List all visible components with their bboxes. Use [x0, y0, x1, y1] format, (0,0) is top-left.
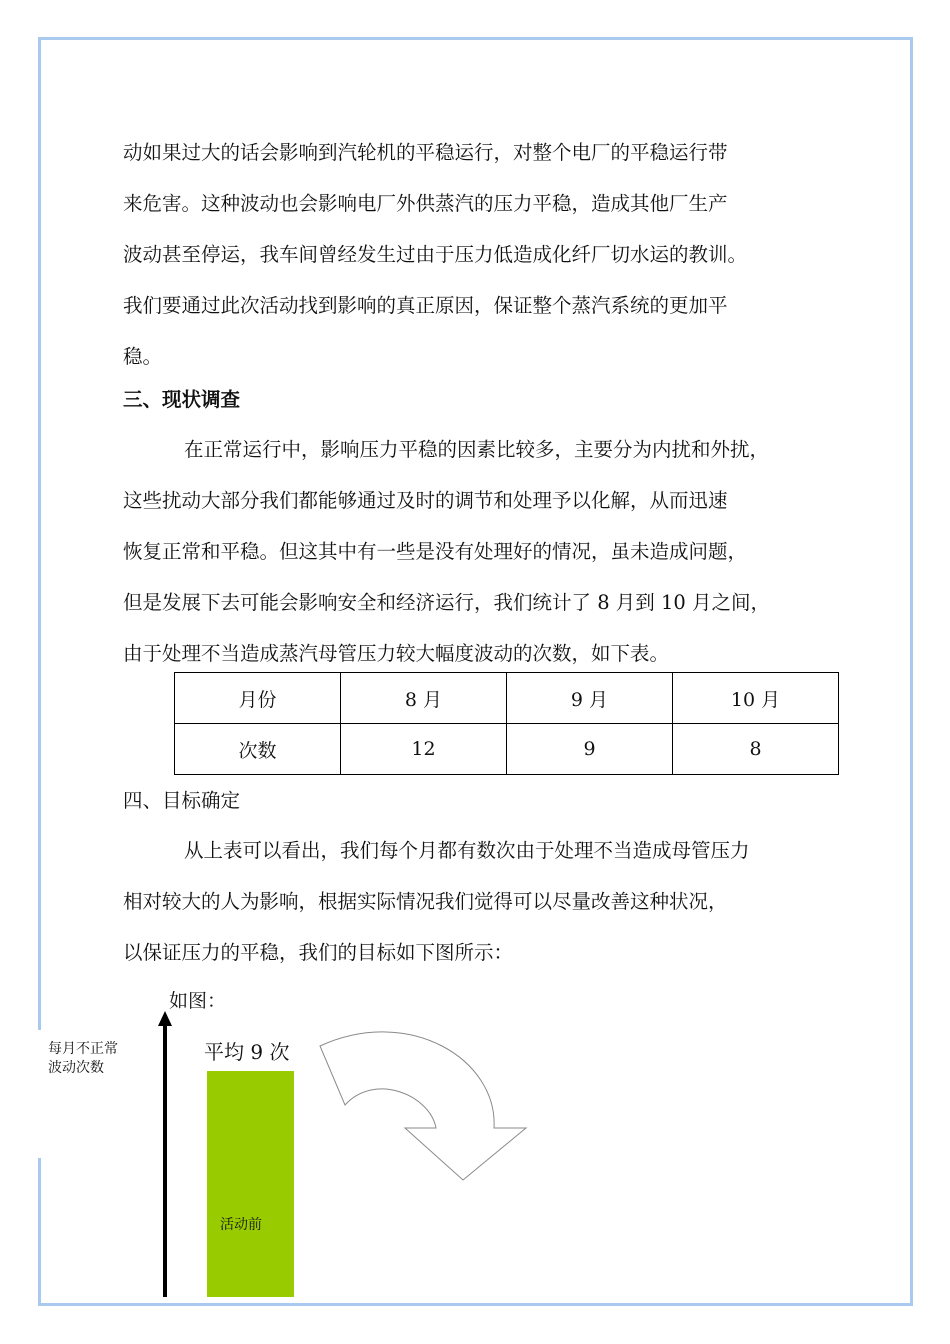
table-cell: 8: [673, 724, 839, 775]
paragraph-line: 由于处理不当造成蒸汽母管压力较大幅度波动的次数，如下表。: [123, 642, 670, 665]
section-heading-goal: 四、目标确定: [123, 789, 241, 812]
paragraph-line: 这些扰动大部分我们都能够通过及时的调节和处理予以化解，从而迅速: [123, 489, 728, 512]
bar-value-label: 平均 9 次: [204, 1040, 290, 1064]
y-axis-label-line: 波动次数: [48, 1060, 104, 1076]
paragraph-line: 从上表可以看出，我们每个月都有数次由于处理不当造成母管压力: [184, 839, 750, 862]
table-cell: 9 月: [507, 673, 673, 724]
paragraph-line: 但是发展下去可能会影响安全和经济运行，我们统计了 8 月到 10 月之间，: [123, 591, 771, 614]
paragraph-line: 来危害。这种波动也会影响电厂外供蒸汽的压力平稳，造成其他厂生产: [123, 192, 728, 215]
table-cell: 月份: [175, 673, 341, 724]
paragraph-line: 相对较大的人为影响，根据实际情况我们觉得可以尽量改善这种状况，: [123, 890, 728, 913]
table-cell: 次数: [175, 724, 341, 775]
paragraph-line: 恢复正常和平稳。但这其中有一些是没有处理好的情况，虽未造成问题，: [123, 540, 748, 563]
table-cell: 10 月: [673, 673, 839, 724]
paragraph-line: 稳。: [123, 345, 163, 368]
bar-category-label: 活动前: [220, 1217, 262, 1233]
y-axis-arrowhead: [158, 1011, 172, 1026]
table-cell: 9: [507, 724, 673, 775]
paragraph-line: 以保证压力的平稳，我们的目标如下图所示：: [123, 941, 514, 964]
paragraph-line: 波动甚至停运，我车间曾经发生过由于压力低造成化纤厂切水运的教训。: [123, 243, 748, 266]
paragraph-line: 动如果过大的话会影响到汽轮机的平稳运行，对整个电厂的平稳运行带: [123, 141, 728, 164]
bar-before-activity: [207, 1071, 294, 1297]
curved-arrow-icon: [320, 1032, 526, 1180]
y-axis-label-line: 每月不正常: [48, 1041, 118, 1057]
paragraph-line: 我们要通过此次活动找到影响的真正原因，保证整个蒸汽系统的更加平: [123, 294, 728, 317]
table-cell: 12: [341, 724, 507, 775]
table-cell: 8 月: [341, 673, 507, 724]
paragraph-line: 在正常运行中，影响压力平稳的因素比较多，主要分为内扰和外扰，: [184, 438, 770, 461]
section-heading-status-survey: 三、现状调查: [123, 388, 241, 411]
figure-caption: 如图：: [169, 990, 227, 1012]
